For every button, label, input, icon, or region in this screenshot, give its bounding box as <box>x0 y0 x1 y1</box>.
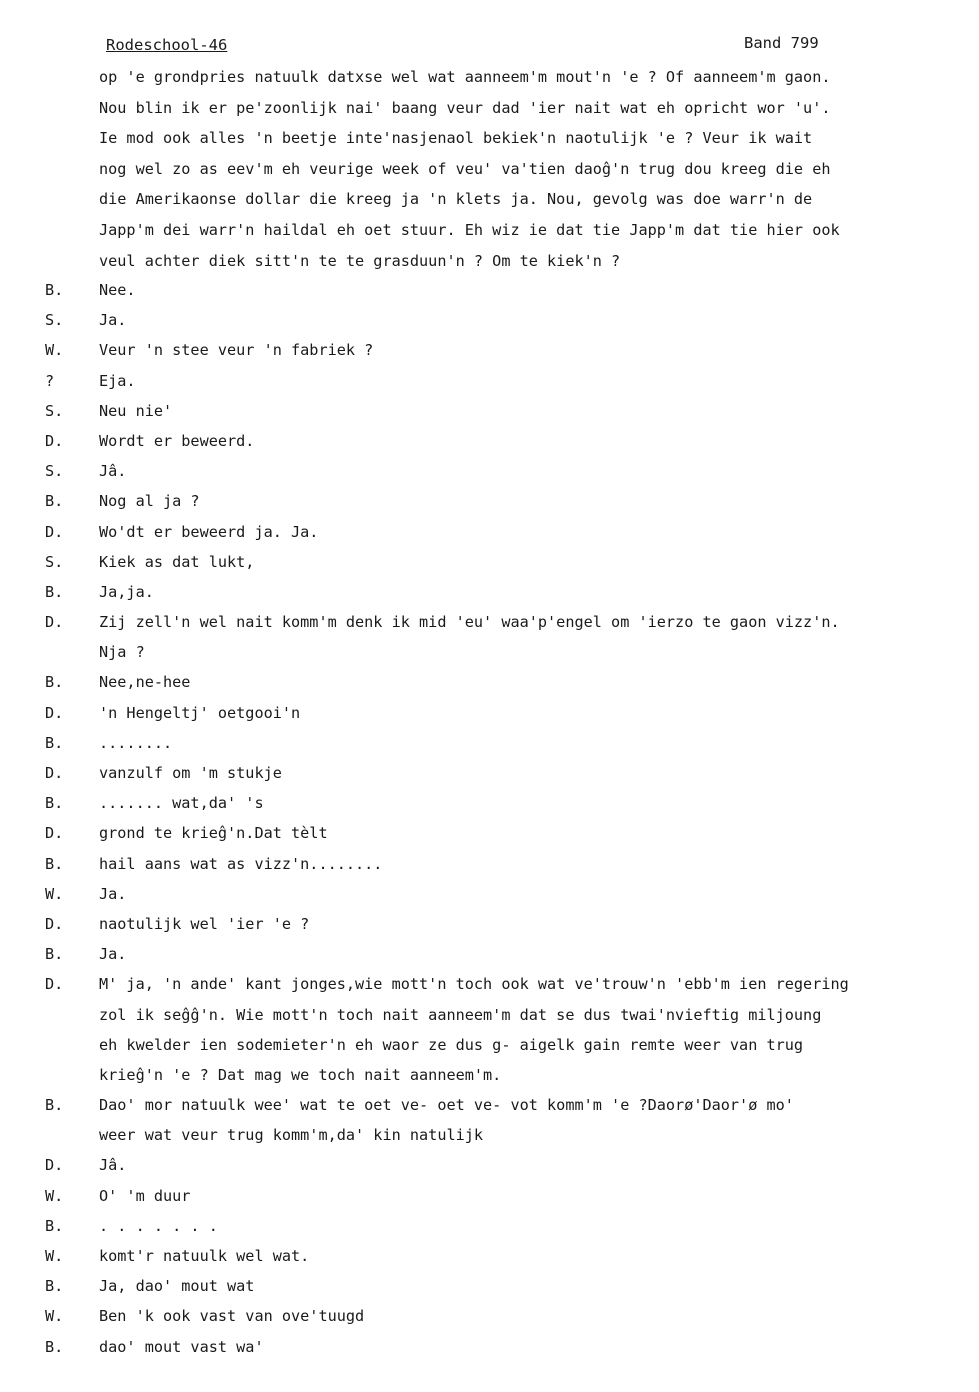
speaker-label: B. <box>45 1216 64 1235</box>
utterance-line: M' ja, 'n ande' kant jonges,wie mott'n toch ook wat ve'trouw'n 'ebb'm ien regering <box>99 975 849 994</box>
speaker-label: D. <box>45 764 64 782</box>
utterance <box>99 1301 969 1331</box>
utterance <box>99 335 969 365</box>
speaker-label: S. <box>45 311 64 330</box>
utterance-line: Jâ. <box>99 1156 127 1175</box>
opening-passage <box>99 62 969 276</box>
utterance-line: vanzulf om 'm stukje <box>99 764 282 782</box>
dialogue-turn <box>0 335 979 365</box>
utterance <box>99 1181 969 1211</box>
utterance <box>99 577 969 607</box>
utterance-line: eh kwelder ien sodemieter'n eh waor ze dus g- aigelk gain remte weer van trug <box>99 1035 804 1054</box>
dialogue-turn <box>0 517 979 547</box>
utterance-line: Nee. <box>99 281 136 299</box>
dialogue-turn <box>0 667 979 697</box>
utterance-line: . . . . . . . <box>99 1216 218 1235</box>
utterance-line: Wordt er beweerd. <box>99 431 255 450</box>
dialogue-transcript <box>0 275 979 1362</box>
dialogue-turn <box>0 788 979 818</box>
dialogue-turn <box>0 818 979 848</box>
utterance-line: grond te krieĝ'n.Dat tèlt <box>99 824 328 843</box>
utterance-line: hail aans wat as vizz'n........ <box>99 854 383 873</box>
opening-line: veul achter diek sitt'n te te grasduun'n ? Om te kiek'n ? <box>99 251 621 270</box>
utterance-line: zol ik seĝĝ'n. Wie mott'n toch nait aanneem'm dat se dus twai'nvieftig miljoung <box>99 1005 822 1024</box>
utterance-line: Ja,ja. <box>99 582 154 601</box>
utterance <box>99 396 969 426</box>
utterance <box>99 879 969 909</box>
speaker-label: W. <box>45 341 64 360</box>
dialogue-turn <box>0 1090 979 1150</box>
dialogue-turn <box>0 698 979 728</box>
utterance <box>99 517 969 547</box>
speaker-label: D. <box>45 975 64 994</box>
speaker-label: B. <box>45 1337 64 1356</box>
speaker-label: B. <box>45 582 64 601</box>
speaker-label: D. <box>45 824 64 843</box>
speaker-label: B. <box>45 945 64 964</box>
speaker-label: W. <box>45 884 64 903</box>
document-reference: Rodeschool-46 <box>106 36 228 54</box>
utterance-line: Ja, dao' mout wat <box>99 1277 255 1296</box>
speaker-label: B. <box>45 281 64 299</box>
utterance <box>99 969 969 1090</box>
utterance-line: Ja. <box>99 884 127 903</box>
dialogue-turn <box>0 1211 979 1241</box>
dialogue-turn <box>0 305 979 335</box>
utterance <box>99 909 969 939</box>
dialogue-turn <box>0 1181 979 1211</box>
utterance-line: dao' mout vast wa' <box>99 1337 264 1356</box>
dialogue-turn <box>0 1241 979 1271</box>
utterance-line: Wo'dt er beweerd ja. Ja. <box>99 522 319 541</box>
dialogue-turn <box>0 849 979 879</box>
dialogue-turn <box>0 879 979 909</box>
utterance-line: Ja. <box>99 945 127 964</box>
utterance-line: Eja. <box>99 371 136 390</box>
dialogue-turn <box>0 396 979 426</box>
speaker-label: S. <box>45 401 64 420</box>
opening-line: op 'e grondpries natuulk datxse wel wat aanneem'm mout'n 'e ? Of aanneem'm gaon. <box>99 68 831 86</box>
dialogue-turn <box>0 366 979 396</box>
utterance <box>99 1150 969 1180</box>
utterance <box>99 305 969 335</box>
dialogue-turn <box>0 758 979 788</box>
utterance <box>99 818 969 848</box>
speaker-label: S. <box>45 552 64 571</box>
speaker-label: B. <box>45 1096 64 1115</box>
speaker-label: W. <box>45 1186 64 1205</box>
speaker-label: B. <box>45 673 64 692</box>
utterance-line: krieĝ'n 'e ? Dat mag we toch nait aanneem'm. <box>99 1065 502 1084</box>
speaker-label: B. <box>45 492 64 511</box>
tape-number: Band 799 <box>744 34 819 52</box>
utterance <box>99 849 969 879</box>
utterance <box>99 788 969 818</box>
utterance-line: Neu nie' <box>99 401 173 420</box>
utterance <box>99 939 969 969</box>
utterance <box>99 426 969 456</box>
dialogue-turn <box>0 728 979 758</box>
speaker-label: D. <box>45 431 64 450</box>
utterance-line: Zij zell'n wel nait komm'm denk ik mid 'eu' waa'p'engel om 'ierzo te gaon vizz'n. <box>99 613 840 632</box>
opening-line: Nou blin ik er pe'zoonlijk nai' baang veur dad 'ier nait wat eh opricht wor 'u'. <box>99 98 831 117</box>
utterance <box>99 667 969 697</box>
opening-line: die Amerikaonse dollar die kreeg ja 'n klets ja. Nou, gevolg was doe warr'n de <box>99 190 813 209</box>
utterance-line: Dao' mor natuulk wee' wat te oet ve- oet ve- vot komm'm 'e ?Daorø'Daor'ø mo' <box>99 1096 794 1115</box>
utterance-line: ........ <box>99 733 173 752</box>
utterance-line: Jâ. <box>99 462 127 481</box>
utterance <box>99 1271 969 1301</box>
speaker-label: B. <box>45 854 64 873</box>
utterance <box>99 275 969 305</box>
dialogue-turn <box>0 426 979 456</box>
speaker-label: W. <box>45 1307 64 1326</box>
dialogue-turn <box>0 939 979 969</box>
dialogue-turn <box>0 456 979 486</box>
utterance <box>99 1241 969 1271</box>
utterance <box>99 366 969 396</box>
utterance <box>99 547 969 577</box>
utterance-line: Veur 'n stee veur 'n fabriek ? <box>99 341 374 360</box>
dialogue-turn <box>0 486 979 516</box>
speaker-label: D. <box>45 914 64 933</box>
utterance-line: Kiek as dat lukt, <box>99 552 255 571</box>
speaker-label: B. <box>45 1277 64 1296</box>
speaker-label: ? <box>45 371 55 390</box>
utterance-line: Nja ? <box>99 643 145 662</box>
speaker-label: W. <box>45 1247 64 1265</box>
dialogue-turn <box>0 1301 979 1331</box>
utterance-line: weer wat veur trug komm'm,da' kin natulijk <box>99 1126 484 1145</box>
opening-line: Japp'm dei warr'n haildal eh oet stuur. Eh wiz ie dat tie Japp'm dat tie hier ook <box>99 220 840 239</box>
dialogue-turn <box>0 1150 979 1180</box>
dialogue-turn <box>0 275 979 305</box>
utterance <box>99 1090 969 1150</box>
dialogue-turn <box>0 1332 979 1362</box>
utterance-line: ....... wat,da' 's <box>99 794 264 813</box>
speaker-label: B. <box>45 733 64 752</box>
utterance-line: Ja. <box>99 311 127 330</box>
dialogue-turn <box>0 607 979 667</box>
dialogue-turn <box>0 969 979 1090</box>
opening-line: nog wel zo as eev'm eh veurige week of veu' va'tien daoĝ'n trug dou kreeg die eh <box>99 159 831 178</box>
utterance-line: komt'r natuulk wel wat. <box>99 1247 310 1265</box>
opening-line: Ie mod ook alles 'n beetje inte'nasjenaol bekiek'n naotulijk 'e ? Veur ik wait <box>99 129 813 148</box>
utterance <box>99 456 969 486</box>
utterance-line: naotulijk wel 'ier 'e ? <box>99 914 310 933</box>
utterance <box>99 728 969 758</box>
speaker-label: S. <box>45 462 64 481</box>
utterance <box>99 486 969 516</box>
utterance <box>99 607 969 667</box>
utterance-line: Ben 'k ook vast van ove'tuugd <box>99 1307 365 1326</box>
utterance <box>99 758 969 788</box>
dialogue-turn <box>0 909 979 939</box>
speaker-label: D. <box>45 613 64 632</box>
speaker-label: D. <box>45 1156 64 1175</box>
dialogue-turn <box>0 547 979 577</box>
speaker-label: B. <box>45 794 64 813</box>
utterance <box>99 1211 969 1241</box>
utterance-line: Nee,ne-hee <box>99 673 191 692</box>
utterance-line: O' 'm duur <box>99 1186 191 1205</box>
speaker-label: D. <box>45 522 64 541</box>
utterance <box>99 698 969 728</box>
dialogue-turn <box>0 577 979 607</box>
utterance-line: 'n Hengeltj' oetgooi'n <box>99 703 301 722</box>
utterance <box>99 1332 969 1362</box>
dialogue-turn <box>0 1271 979 1301</box>
speaker-label: D. <box>45 703 64 722</box>
utterance-line: Nog al ja ? <box>99 492 200 511</box>
